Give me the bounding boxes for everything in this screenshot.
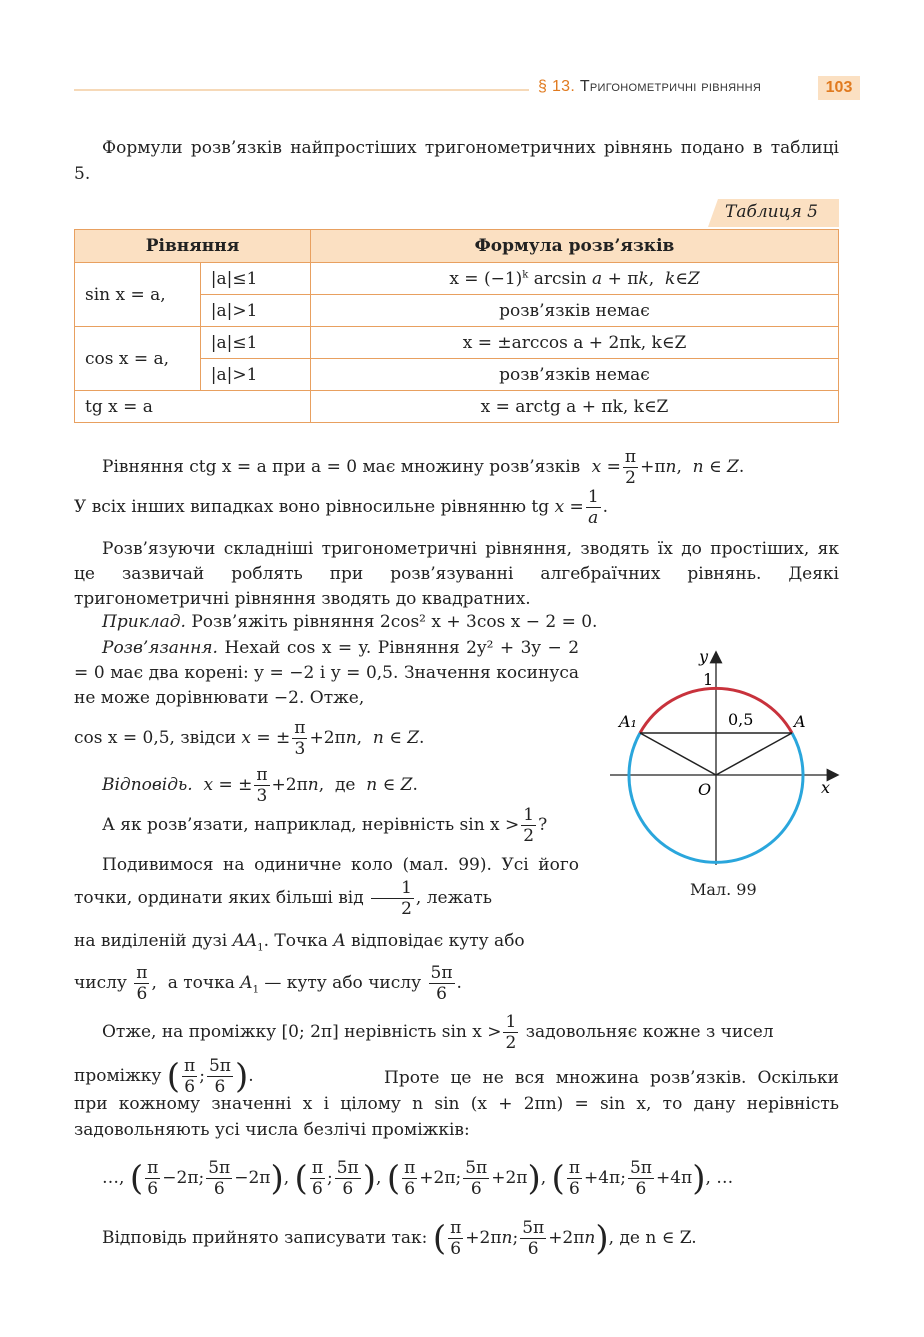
point-a-label: A [794,712,806,731]
point-a1-label: A₁ [619,712,637,731]
answer-line: Відповідь. x = ± $\frac{\pi}{3}$ +2πn, де n ∈ Z. [102,765,418,806]
tg-equation: tg x = a [75,391,311,423]
radius-oa1 [640,733,716,775]
circle-paragraph-3: числу $\frac{\pi}{6}$ , а точка $A_1$ — куту або числу $\frac{5\pi}{6}$ . [74,963,462,1004]
solution-cos-line: cos x = 0,5, звідси x = ± $\frac{\pi}{3}$ +2πn, n ∈ Z. [74,718,425,759]
cond-le: |a|≤1 [200,263,310,295]
ctg-paragraph-line1: Рівняння ctg x = a при a = 0 має множину розв’язків x = $\frac{\pi}{2}$ +πn, n ∈ Z. [102,447,745,488]
ctg-paragraph-line2: У всіх інших випадках воно рівносильне рівнянню tg x = $\frac{1}{a}$ . [74,487,609,528]
cond-gt: |a|>1 [200,295,310,327]
solution-text: Нехай cos x = y. Рівняння 2y² + 3y − 2 = 0 має два корені: y = −2 і y = 0,5. Значення косинуса не може дорівнювати −2. Отже, [74,638,580,708]
cond-le: |a|≤1 [200,327,310,359]
example-text: Розв’яжіть рівняння 2cos² x + 3cos x − 2 = 0. [191,612,598,632]
question-text: А як розв’язати, наприклад, нерівність sin x > [102,815,520,835]
header-rule [74,89,529,91]
sin-equation: sin x = a, [75,263,201,327]
cos-equation: cos x = a, [75,327,201,391]
unit-circle-figure [605,645,845,905]
circle-paragraph: Подивимося на одиничне коло (мал. 99). Усі його точки, ординати яких більші від $\frac{1}{2}$ , лежать [74,855,579,919]
solution-paragraph [74,636,579,711]
ctg-text: Рівняння ctg x = a при a = 0 має множину розв’язків [102,457,581,477]
question-line: А як розв’язати, наприклад, нерівність sin x > $\frac{1}{2}$ ? [102,805,548,846]
x-label: x [821,778,831,797]
cos-no-solutions: розв’язків немає [311,359,839,391]
table-caption: Таблиця 5 [725,202,818,222]
y-label: y [699,647,709,666]
final-answer: Відповідь прийнято записувати так: ( $\frac{\pi}{6}$ +2πn; $\frac{5\pi}{6}$ +2πn), де n ∈ Z. [102,1218,697,1259]
final-tail: де n ∈ Z. [619,1228,697,1248]
example-label: Приклад. [102,612,186,632]
cond-gt: |a|>1 [200,359,310,391]
solution-label: Розв’язання. [102,638,218,658]
half-label: 0,5 [728,710,754,729]
ctg-text-2: У всіх інших випадках воно рівносильне рівнянню [74,497,527,517]
one-label: 1 [703,670,714,689]
interval-line: Отже, на проміжку [0; 2π] нерівність sin x > $\frac{1}{2}$ задовольняє кожне з чисел [102,1012,774,1053]
sin-no-solutions: розв’язків немає [311,295,839,327]
example [102,612,597,632]
circle-paragraph-2: на виділеній дузі $AA_1$. Точка A відповідає куту або [74,931,525,954]
running-header [538,78,761,96]
complex-paragraph: Розв’язуючи складніші тригонометричні рівняння, зводять їх до простіших, як це зазвичай роблять при розв’язуванні алгебраїчних рівнянь. Деякі тригонометричні рівняння зводять до квадратних. [74,539,839,609]
interval-text-2: задовольняє кожне з чисел [525,1022,774,1042]
interval-text-3: проміжку [74,1066,162,1086]
figure-caption: Мал. 99 [690,880,757,899]
cos-formula: x = ±arccos a + 2πk, k∈Z [311,327,839,359]
interval-paragraph: Проте це не вся множина розв’язків. Оскільки при кожному значенні x і цілому n sin (x + 2πn) = sin x, то дану нерівність задовольняють усі числа безлічі проміжків: [74,1068,839,1140]
col-header-equation: Рівняння [75,230,311,263]
formula-table [74,229,839,423]
final-text: Відповідь прийнято записувати так: [102,1228,428,1248]
tg-formula: x = arctg a + πk, k∈Z [311,391,839,423]
interval-series: …, ( $\frac{\pi}{6}$ −2π; $\frac{5\pi}{6}$ −2π), ( $\frac{\pi}{6}$ ; $\frac{5\pi}{6}$ ), ( $\frac{\pi}{6}$ +2π; $\frac{5\pi}{6}$ +2π), ( $\frac{\pi}{6}$ +4π; $\frac{5\pi}{6}$ +4π), … [102,1158,734,1199]
section-title: Тригонометричні рівняння [579,78,762,95]
sin-formula: $x = (-1)^k$ arcsin a + πk, k∈Z [311,263,839,295]
interval-line-2: проміжку ( $\frac{\pi}{6}$ ; $\frac{5\pi}{6}$ ). [74,1056,254,1097]
page-number: 103 [818,76,860,100]
intro-paragraph: Формули розв’язків найпростіших тригонометричних рівнянь подано в таблиці 5. [74,138,839,184]
section-number: § 13. [538,78,576,95]
origin-label: O [698,780,712,799]
solution-cos-text: cos x = 0,5, звідси [74,728,236,748]
col-header-formula: Формула розв’язків [311,230,839,263]
circle-text-1: Подивимося на одиничне коло (мал. 99). Усі його точки, ординати яких більші від [74,855,579,908]
answer-label: Відповідь. [102,775,193,795]
interval-text: Отже, на проміжку [0; 2π] нерівність sin x > [102,1022,502,1042]
radius-oa [716,733,792,775]
